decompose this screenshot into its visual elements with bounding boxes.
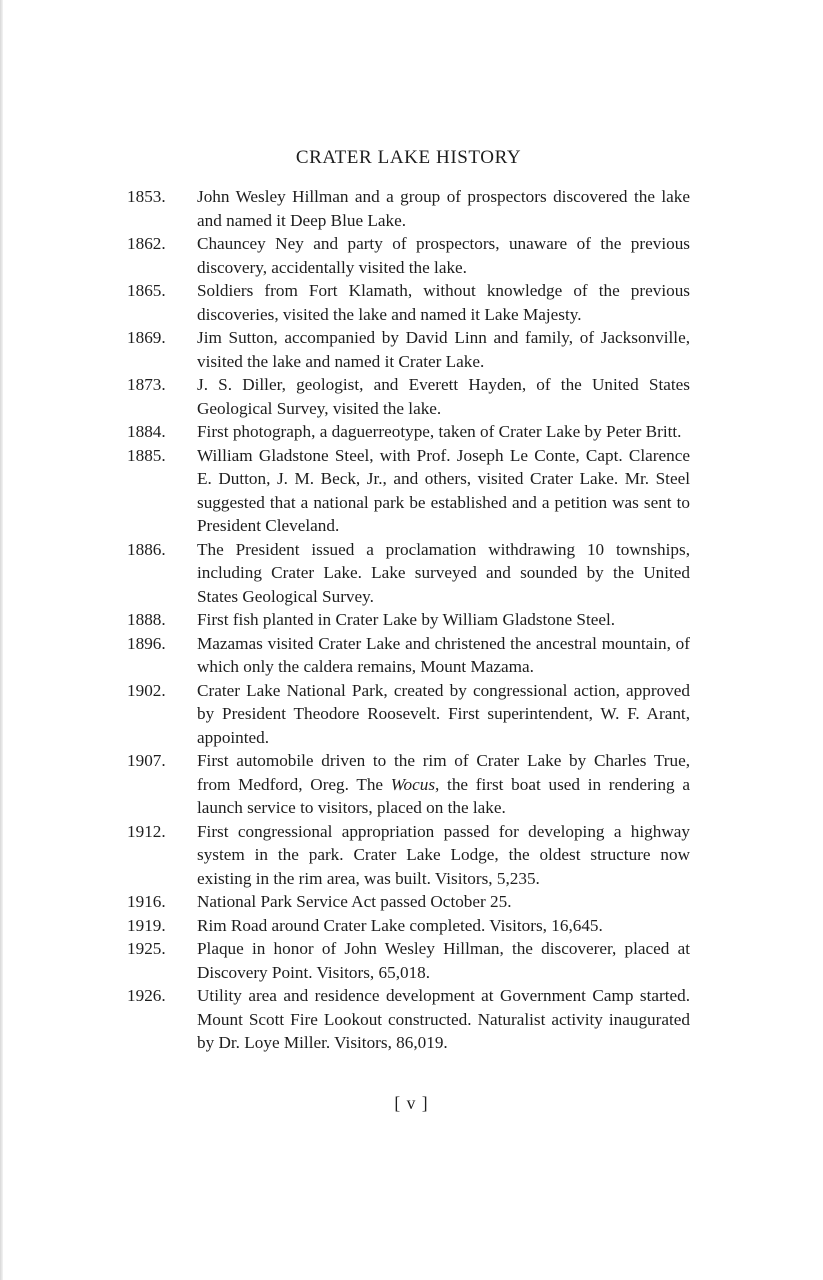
entry-text: John Wesley Hillman and a group of prospectors discovered the lake and named it Deep Blue Lake.	[197, 187, 690, 230]
timeline-entry-1916	[127, 890, 690, 914]
entry-text: Jim Sutton, accompanied by David Linn and family, of Jacksonville, visited the lake and named it Crater Lake.	[197, 328, 690, 371]
entry-year: 1912.	[127, 821, 166, 841]
entry-year: 1888.	[127, 610, 166, 629]
entry-text: The President issued a proclamation withdrawing 10 townships, including Crater Lake. Lake surveyed and sounded by the United States Geological Survey.	[197, 539, 690, 606]
entry-year: 1862.	[127, 234, 166, 253]
entry-text: Utility area and residence development at Government Camp started. Mount Scott Fire Lookout constructed. Naturalist activity inaugurated by Dr. Loye Miller. Visitors, 86,019.	[197, 986, 690, 1052]
entry-year: 1886.	[127, 539, 166, 559]
page-number: [ v ]	[394, 1093, 429, 1113]
entry-year: 1869.	[127, 328, 166, 347]
entry-year: 1926.	[127, 986, 166, 1005]
timeline-entry-1907	[127, 749, 690, 820]
entry-text: Chauncey Ney and party of prospectors, unaware of the previous discovery, accidentally visited the lake.	[197, 234, 690, 277]
timeline-entry-1896	[127, 632, 690, 679]
timeline-entry-1873	[127, 373, 690, 420]
timeline-entry-1902	[127, 679, 690, 750]
entry-year: 1896.	[127, 633, 166, 653]
entry-year: 1919.	[127, 915, 166, 935]
entry-year: 1885.	[127, 445, 166, 465]
entry-text: Plaque in honor of John Wesley Hillman, the discoverer, placed at Discovery Point. Visitors, 65,018.	[197, 939, 690, 982]
timeline-entry-1885	[127, 444, 690, 538]
timeline-entry-1926	[127, 984, 690, 1055]
entry-year: 1884.	[127, 422, 166, 441]
timeline-entry-1912	[127, 820, 690, 891]
timeline-entry-1886	[127, 538, 690, 609]
entry-text-part: First automobile driven to the rim of Crater Lake by Charles True, from Medford, Oreg. The	[197, 751, 690, 794]
entry-year: 1925.	[127, 939, 166, 958]
entry-text: First photograph, a daguerreotype, taken of Crater Lake by Peter Britt.	[197, 422, 682, 441]
page-edge-shadow	[0, 0, 3, 1280]
timeline-entry-1888	[127, 608, 690, 632]
entry-year: 1865.	[127, 281, 166, 300]
entry-year: 1907.	[127, 751, 166, 770]
entry-year: 1873.	[127, 375, 166, 394]
timeline-entry-1919	[127, 914, 690, 938]
entry-year: 1916.	[127, 892, 166, 911]
entry-text: Soldiers from Fort Klamath, without knowledge of the previous discoveries, visited the lake and named it Lake Majesty.	[197, 281, 690, 324]
timeline-entry-1853	[127, 185, 690, 232]
history-timeline	[127, 185, 690, 1055]
entry-text: William Gladstone Steel, with Prof. Joseph Le Conte, Capt. Clarence E. Dutton, J. M. Beck, Jr., and others, visited Crater Lake. Mr. Steel suggested that a national park be established and a petition was sent to President Cleveland.	[197, 445, 690, 535]
entry-text	[197, 751, 690, 817]
timeline-entry-1925	[127, 937, 690, 984]
entry-year: 1853.	[127, 187, 166, 206]
timeline-entry-1862	[127, 232, 690, 279]
timeline-entry-1869	[127, 326, 690, 373]
document-page	[127, 145, 690, 1055]
timeline-entry-1865	[127, 279, 690, 326]
entry-text: First congressional appropriation passed for developing a highway system in the park. Crater Lake Lodge, the oldest structure now existing in the rim area, was built. Visitors, 5,235.	[197, 821, 690, 888]
page-title: CRATER LAKE HISTORY	[295, 147, 522, 168]
entry-text: Mazamas visited Crater Lake and christened the ancestral mountain, of which only the caldera remains, Mount Mazama.	[197, 633, 690, 676]
entry-text: Crater Lake National Park, created by congressional action, approved by President Theodore Roosevelt. First superintendent, W. F. Arant, appointed.	[197, 680, 690, 747]
entry-text: J. S. Diller, geologist, and Everett Hayden, of the United States Geological Survey, visited the lake.	[197, 375, 690, 418]
entry-text: First fish planted in Crater Lake by William Gladstone Steel.	[197, 610, 616, 629]
entry-text-part: , the first boat used in rendering a launch service to visitors, placed on the lake.	[197, 774, 690, 817]
entry-text: National Park Service Act passed October 25.	[197, 892, 512, 911]
boat-name-italic: Wocus	[390, 774, 436, 794]
timeline-entry-1884	[127, 420, 690, 444]
entry-year: 1902.	[127, 680, 166, 700]
entry-text: Rim Road around Crater Lake completed. Visitors, 16,645.	[197, 915, 603, 935]
